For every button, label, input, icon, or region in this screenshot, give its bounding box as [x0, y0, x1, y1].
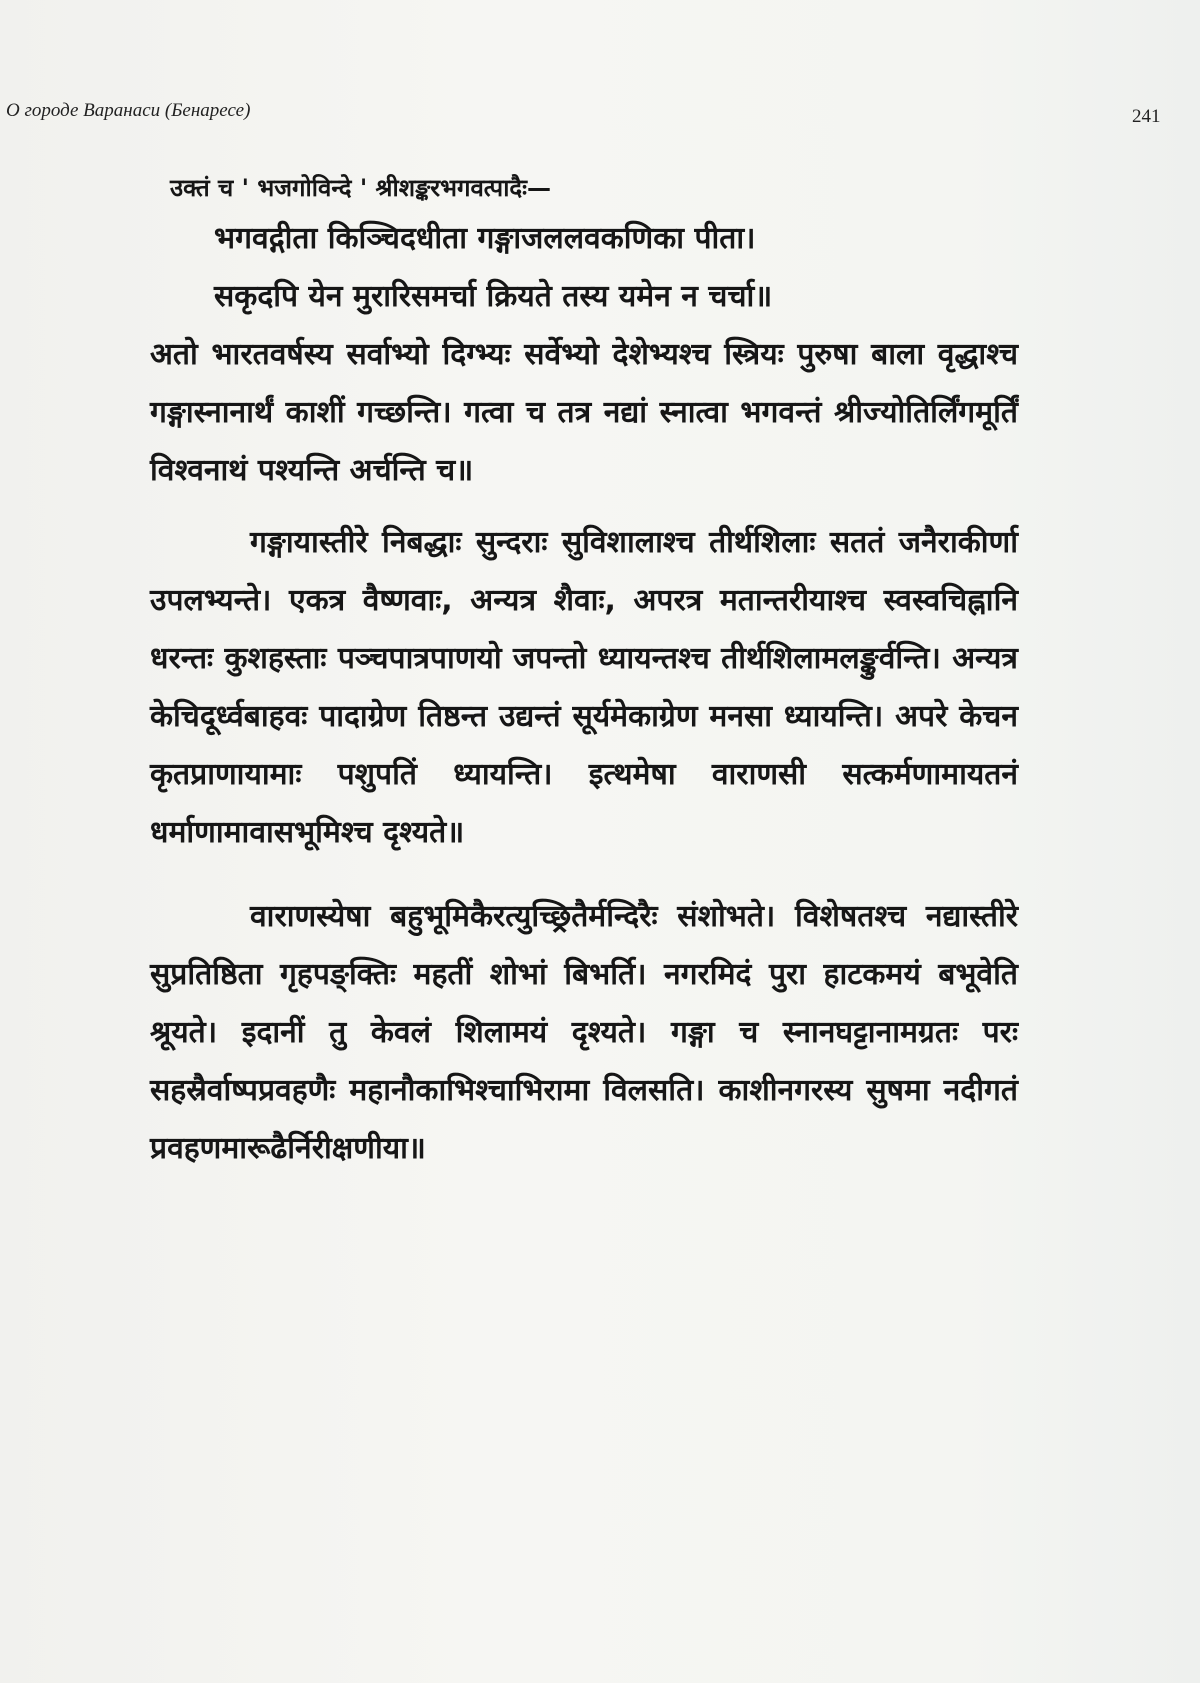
intro-line: उक्तं च ' भजगोविन्दे ' श्रीशङ्करभगवत्पादैः—	[170, 174, 551, 202]
verse-line-2: सकृदपि येन मुरारिसमर्चा क्रियते तस्य यमेन न चर्चा॥	[214, 279, 773, 314]
paragraph-2: गङ्गायास्तीरे निबद्धाः सुन्दराः सुविशालाश्च तीर्थशिलाः सततं जनैराकीर्णा उपलभ्यन्ते। एकत्र वैष्णवाः, अन्यत्र शैवाः, अपरत्र मतान्तरीयाश्च स्वस्वचिह्नानि धरन्तः कुशहस्ताः पञ्चपात्रपाणयो जपन्तो ध्यायन्तश्च तीर्थशिलामलङ्कुर्वन्ति। अन्यत्र केचिदूर्ध्वबाहवः पादाग्रेण तिष्ठन्त उद्यन्तं सूर्यमेकाग्रेण मनसा ध्यायन्ति। अपरे केचन कृतप्राणायामाः पशुपतिं ध्यायन्ति। इत्थमेषा वाराणसी सत्कर्मणामायतनं धर्माणामावासभूमिश्च दृश्यते॥	[150, 525, 1018, 850]
verse-block	[150, 210, 1018, 326]
page-number: 241	[1132, 106, 1161, 127]
running-head: О городе Варанаси (Бенаресе)	[6, 100, 251, 121]
paragraph-1: अतो भारतवर्षस्य सर्वाभ्यो दिग्भ्यः सर्वेभ्यो देशेभ्यश्च स्त्रियः पुरुषा बाला वृद्धाश्च गङ्गास्नानार्थं काशीं गच्छन्ति। गत्वा च तत्र नद्यां स्नात्वा भगवन्तं श्रीज्योतिर्लिंगमूर्तिं विश्वनाथं पश्यन्ति अर्चन्ति च॥	[150, 337, 1018, 488]
body-text	[150, 168, 1018, 1178]
verse-line-1: भगवद्गीता किञ्चिदधीता गङ्गाजललवकणिका पीता।	[214, 221, 756, 256]
paragraph-3: वाराणस्येषा बहुभूमिकैरत्युच्छ्रितैर्मन्दिरैः संशोभते। विशेषतश्च नद्यास्तीरे सुप्रतिष्ठिता गृहपङ्क्तिः महतीं शोभां बिभर्ति। नगरमिदं पुरा हाटकमयं बभूवेति श्रूयते। इदानीं तु केवलं शिलामयं दृश्यते। गङ्गा च स्नानघट्टानामग्रतः परः सहस्रैर्वाष्पप्रवहणैः महानौकाभिश्चाभिरामा विलसति। काशीनगरस्य सुषमा नदीगतं प्रवहणमारूढैर्निरीक्षणीया॥	[150, 899, 1018, 1166]
